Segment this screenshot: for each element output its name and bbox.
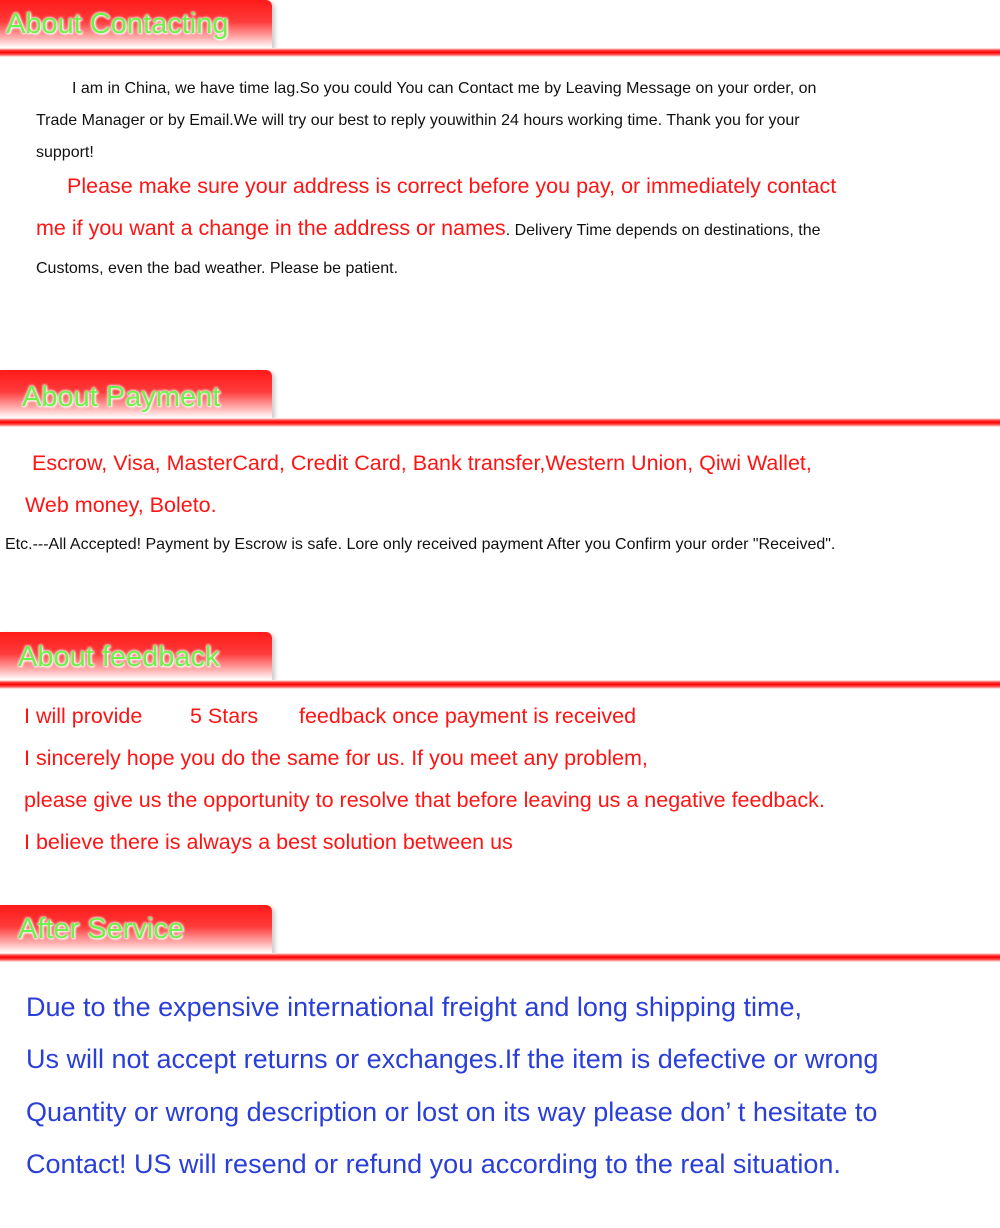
header-divider bbox=[0, 953, 1000, 962]
payment-red-line-2: Web money, Boleto. bbox=[25, 493, 217, 517]
feedback-line-1a: I will provide bbox=[24, 704, 143, 728]
contacting-black-after-red: . Delivery Time depends on destinations, the bbox=[505, 222, 821, 239]
section-title: After Service bbox=[18, 913, 184, 945]
contacting-red-line-1: Please make sure your address is correct before you pay, or immediately contact bbox=[67, 174, 837, 198]
header-divider bbox=[0, 680, 1000, 689]
section-title: About Contacting bbox=[6, 8, 229, 40]
after-service-line-1: Due to the expensive international freight and long shipping time, bbox=[26, 992, 802, 1022]
feedback-line-4: I believe there is always a best solution between us bbox=[24, 830, 513, 854]
payment-black-line: Etc.---All Accepted! Payment by Escrow is safe. Lore only received payment After you Confirm your order "Received". bbox=[5, 536, 836, 553]
section-title: About Payment bbox=[22, 381, 221, 413]
after-service-line-2: Us will not accept returns or exchanges.If the item is defective or wrong bbox=[26, 1044, 879, 1074]
contacting-last-line: Customs, even the bad weather. Please be patient. bbox=[36, 260, 399, 277]
section-header-after-service bbox=[0, 905, 1000, 965]
contacting-line-1: I am in China, we have time lag.So you could You can Contact me by Leaving Message on your order, on bbox=[72, 80, 817, 97]
feedback-line-2: I sincerely hope you do the same for us. If you meet any problem, bbox=[24, 746, 648, 770]
contacting-mixed-line bbox=[36, 216, 821, 241]
section-title: About feedback bbox=[18, 641, 220, 673]
feedback-line-1b: 5 Stars bbox=[190, 704, 259, 728]
contacting-red-line-2: me if you want a change in the address or names bbox=[36, 216, 506, 240]
payment-red-line-1: Escrow, Visa, MasterCard, Credit Card, Bank transfer,Western Union, Qiwi Wallet, bbox=[32, 451, 812, 475]
feedback-line-3: please give us the opportunity to resolve that before leaving us a negative feedback. bbox=[24, 788, 825, 812]
contacting-line-3: support! bbox=[36, 144, 94, 161]
section-header-feedback bbox=[0, 632, 1000, 692]
section-header-payment bbox=[0, 370, 1000, 430]
header-divider bbox=[0, 418, 1000, 427]
header-divider bbox=[0, 48, 1000, 57]
after-service-line-4: Contact! US will resend or refund you according to the real situation. bbox=[26, 1149, 841, 1179]
after-service-line-3: Quantity or wrong description or lost on its way please don’ t hesitate to bbox=[26, 1097, 878, 1127]
feedback-line-1c: feedback once payment is received bbox=[299, 704, 637, 728]
contacting-line-2: Trade Manager or by Email.We will try our best to reply youwithin 24 hours working time. Thank you for your bbox=[36, 112, 800, 129]
section-header-contacting bbox=[0, 0, 1000, 60]
